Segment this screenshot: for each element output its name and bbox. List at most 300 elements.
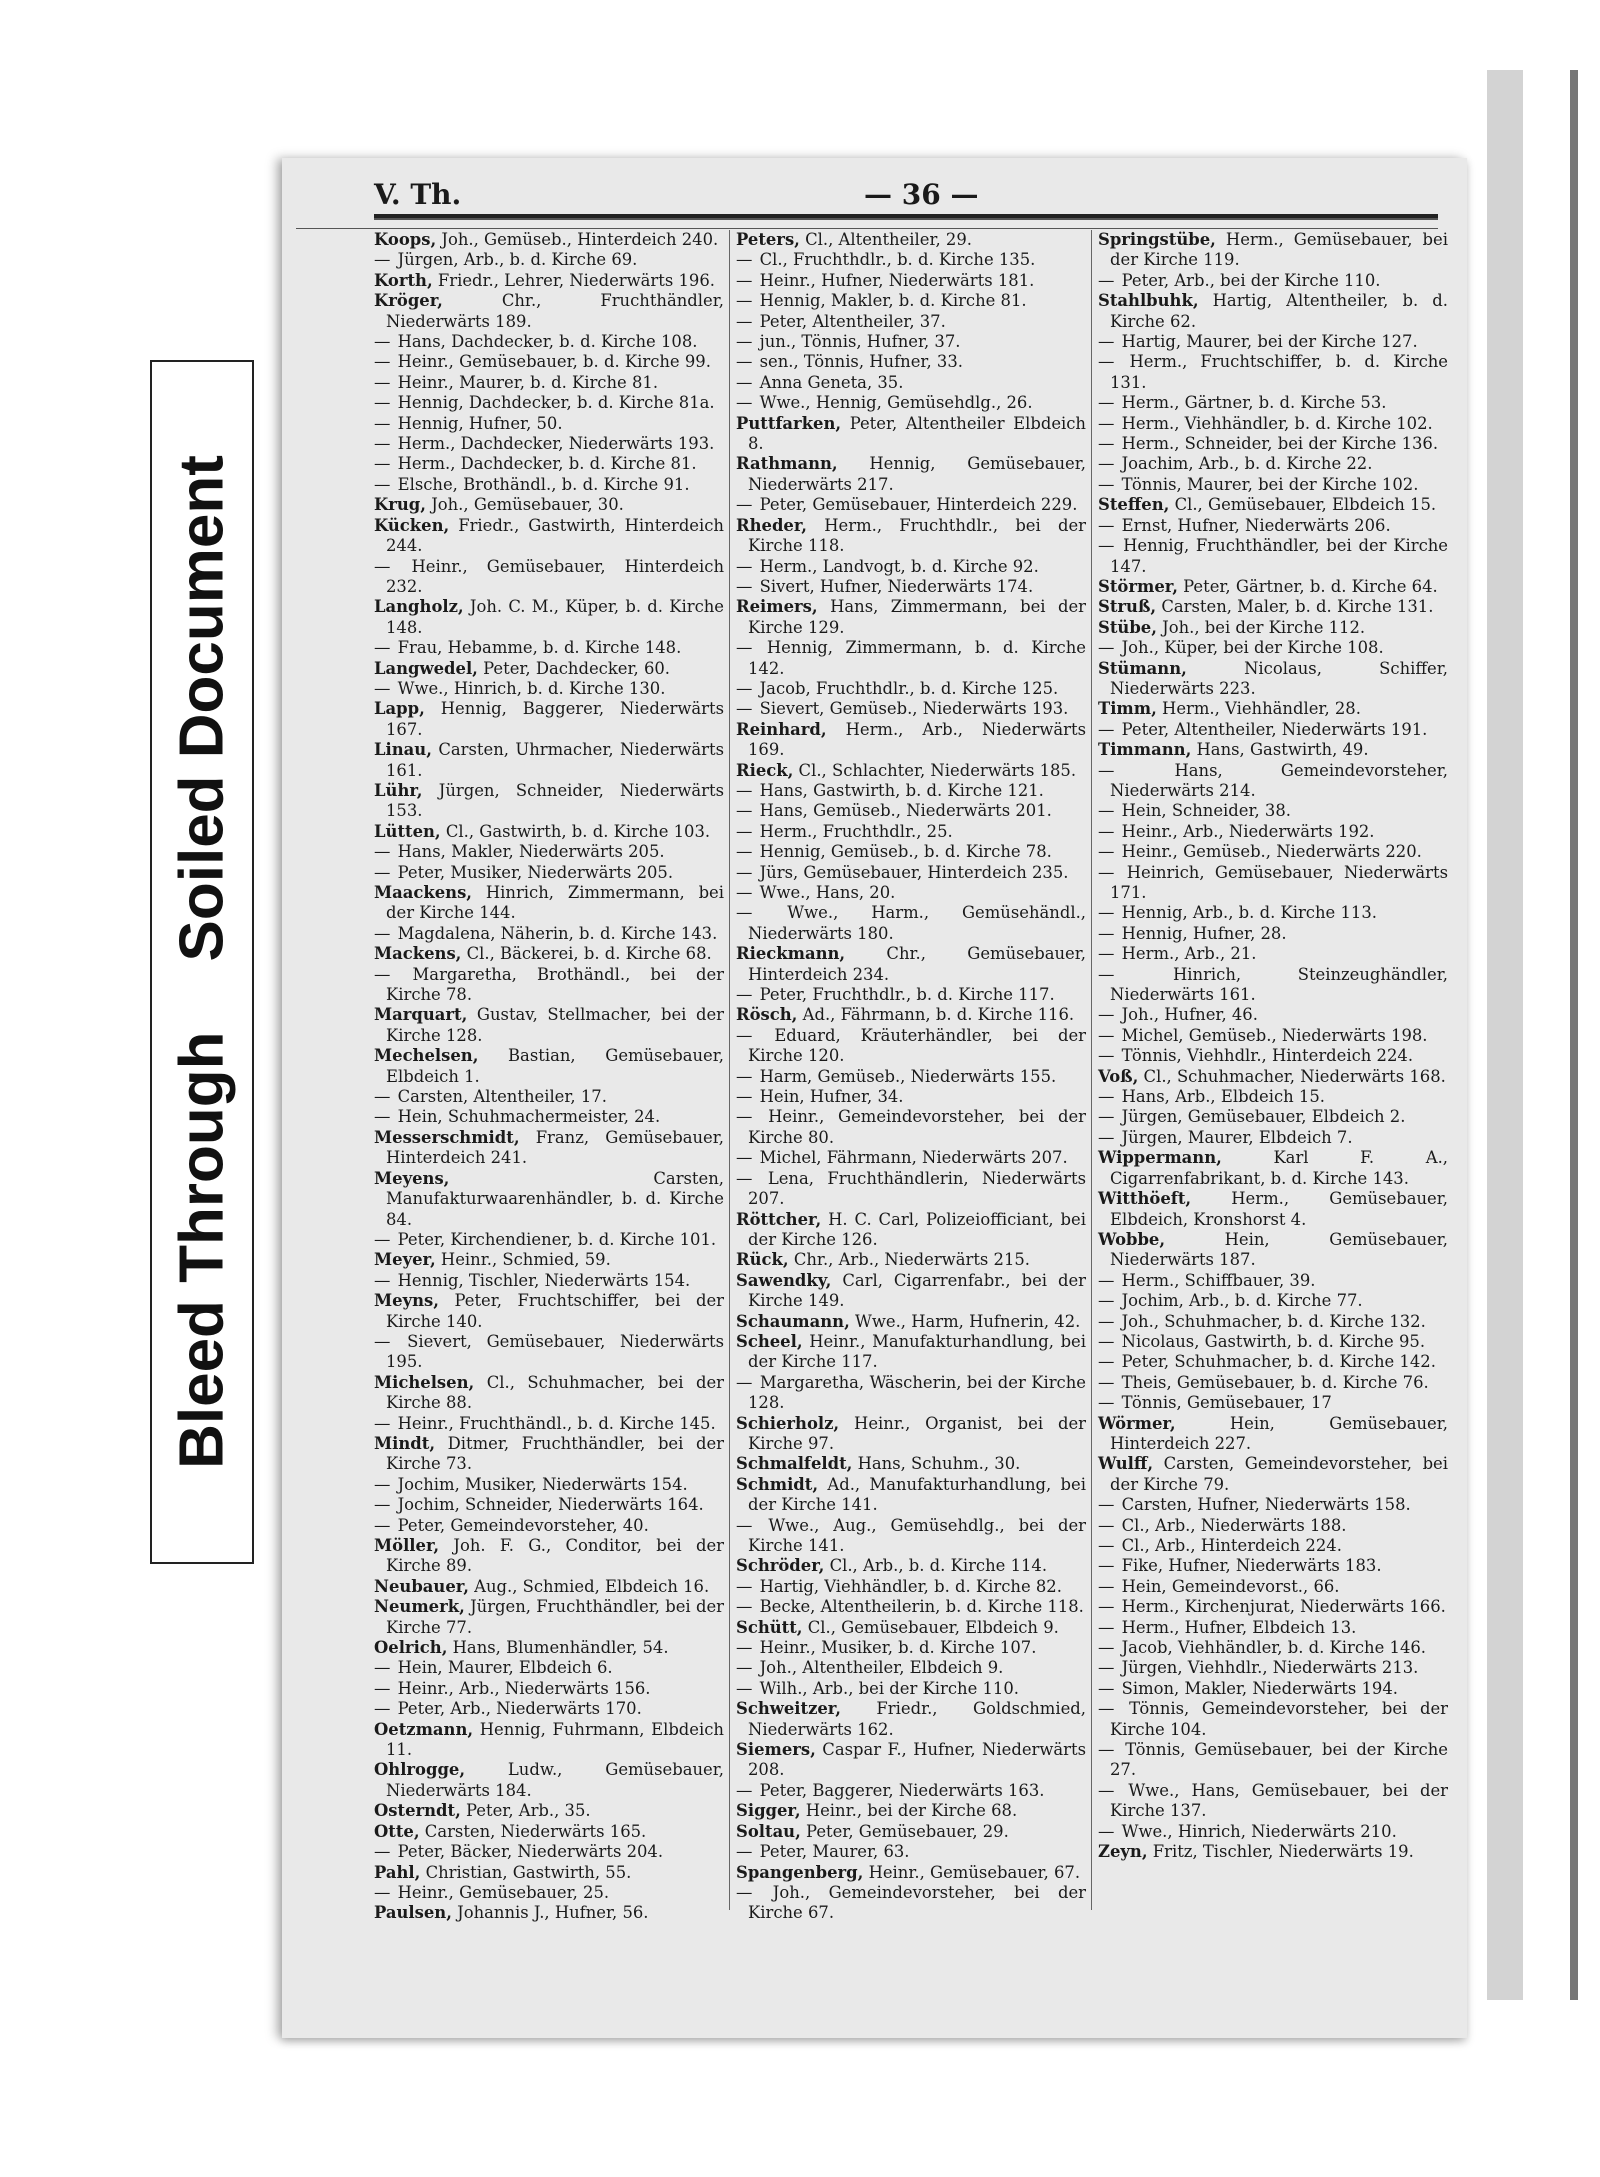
directory-entry [374,516,724,557]
entry-details: Cl., Gemüsebauer, Elbdeich 15. [1174,495,1437,515]
directory-entry [1098,393,1448,413]
entry-dash: — [1098,270,1120,290]
entry-details: Wwe., Hans, 20. [759,883,896,902]
entry-dash: — [1098,1576,1120,1596]
entry-dash: — [736,1066,758,1086]
entry-dash: — [374,1699,396,1719]
entry-details: Hans, Gemeindevorsteher, Niederwärts 214. [1110,760,1448,800]
entry-details: Franz, Gemüsebauer, Hinterdeich 241. [386,1127,724,1168]
entry-details: Christian, Gastwirth, 55. [425,1862,632,1882]
entry-details: Tönnis, Gemüsebauer, 17 [1121,1393,1332,1413]
directory-entry [374,495,724,515]
directory-entry [1098,352,1448,393]
directory-entry [1098,618,1448,638]
entry-surname: Rück, [736,1250,789,1270]
entry-dash: — [374,964,411,984]
directory-entry [736,1699,1086,1740]
entry-surname: Neumerk, [374,1597,465,1617]
entry-details: Aug., Schmied, Elbdeich 16. [474,1576,710,1596]
entry-details: Herm., Kirchenjurat, Niederwärts 166. [1121,1597,1446,1617]
entry-dash: — [736,821,758,841]
entry-details: Carsten, Niederwärts 165. [424,1821,647,1841]
directory-entry [1098,1740,1448,1781]
entry-dash: — [374,1678,396,1698]
entry-dash: — [1098,1311,1120,1331]
entry-details: Herm., Fruchtschiffer, b. d. Kirche 131. [1110,352,1448,392]
entry-dash: — [1098,1740,1124,1760]
entry-details: Herm., Arb., Niederwärts 169. [748,719,1086,760]
entry-dash: — [1098,719,1120,739]
entry-dash: — [1098,923,1120,943]
entry-surname: Wobbe, [1098,1229,1166,1249]
entry-details: Chr., Arb., Niederwärts 215. [793,1250,1031,1270]
entry-details: Hennig, Baggerer, Niederwärts 167. [386,699,724,739]
entry-surname: Möller, [374,1536,440,1555]
entry-dash: — [374,1842,396,1862]
directory-entry [374,1903,724,1923]
entry-surname: Langholz, [374,597,464,617]
directory-entry [1098,1699,1448,1740]
entry-details: sen., Tönnis, Hufner, 33. [759,352,963,372]
entry-surname: Osterndt, [374,1801,461,1821]
entry-surname: Wippermann, [1098,1148,1222,1168]
entry-surname: Otte, [374,1821,420,1841]
directory-entry [736,1312,1086,1332]
directory-entry [1098,434,1448,454]
directory-entry [1098,1271,1448,1291]
entry-details: Carsten, Hufner, Niederwärts 158. [1121,1495,1411,1515]
directory-entry [1098,1230,1448,1271]
entry-details: Wwe., Aug., Gemüsehdlg., bei der Kirche 141. [748,1515,1087,1555]
directory-entry [374,1658,724,1678]
entry-details: Herm., Dachdecker, Niederwärts 193. [397,434,715,454]
directory-entry [1098,414,1448,434]
entry-details: Herm., Schiffbauer, 39. [1121,1270,1316,1290]
page-top-line [296,228,1438,229]
entry-details: Joh., Küper, bei der Kirche 108. [1121,638,1384,658]
directory-entry [1098,1026,1448,1046]
entry-dash: — [374,250,396,270]
entry-details: Hennig, Dachdecker, b. d. Kirche 81a. [397,393,715,413]
entry-dash: — [1098,1536,1120,1555]
directory-entry [1098,1312,1448,1332]
entry-details: Lena, Fruchthändlerin, Niederwärts 207. [748,1168,1086,1209]
entry-details: Ad., Fährmann, b. d. Kirche 116. [802,1005,1075,1025]
entry-surname: Korth, [374,270,433,290]
entry-details: Hein, Schuhmachermeister, 24. [397,1107,661,1127]
entry-details: Hans, Dachdecker, b. d. Kirche 108. [397,332,698,352]
entry-surname: Schröder, [736,1556,825,1576]
entry-dash: — [374,678,396,698]
directory-entry [374,924,724,944]
entry-details: Hans, Zimmermann, bei der Kirche 129. [748,597,1086,637]
entry-details: Hans, Schuhm., 30. [857,1454,1021,1474]
entry-dash: — [736,903,786,923]
entry-details: Herm., Dachdecker, b. d. Kirche 81. [397,454,697,474]
entry-dash: — [736,1168,766,1188]
stamp-soiled-document: Soiled Document [167,455,237,962]
entry-surname: Rieckmann, [736,944,846,964]
directory-entry [374,1414,724,1434]
directory-entry [1098,801,1448,821]
entry-dash: — [374,1515,396,1535]
directory-entry [1098,597,1448,617]
entry-details: Peter, Altentheiler, Niederwärts 191. [1121,719,1428,739]
entry-dash: — [374,1107,396,1127]
entry-details: Hennig, Gemüseb., b. d. Kirche 78. [759,842,1052,862]
entry-dash: — [374,638,396,658]
entry-details: Chr., Fruchthändler, Niederwärts 189. [386,291,724,331]
entry-details: Hennig, Hufner, 28. [1121,923,1287,943]
entry-details: Peter, Arb., Niederwärts 170. [397,1699,642,1719]
entry-dash: — [374,474,396,494]
directory-entry [374,1332,724,1373]
directory-entry [736,557,1086,577]
entry-details: Peter, Altentheiler, 37. [759,311,946,331]
entry-details: Jürgen, Schneider, Niederwärts 153. [386,780,725,821]
entry-dash: — [736,801,758,821]
entry-surname: Witthöeft, [1098,1189,1192,1209]
entry-dash: — [374,1882,396,1902]
entry-surname: Meyer, [374,1250,436,1270]
directory-entry [374,332,724,352]
entry-details: Tönnis, Viehhdlr., Hinterdeich 224. [1121,1046,1414,1066]
entry-dash: — [1098,760,1173,780]
entry-surname: Struß, [1098,597,1157,617]
entry-surname: Schmalfeldt, [736,1454,853,1474]
directory-entry [736,1883,1086,1924]
entry-dash: — [736,1780,758,1800]
entry-details: Hein, Hufner, 34. [759,1087,904,1107]
entry-details: Frau, Hebamme, b. d. Kirche 148. [397,638,682,658]
entry-surname: Soltau, [736,1821,801,1841]
column-1 [374,230,725,1923]
entry-surname: Maackens, [374,883,472,902]
directory-entry [736,1148,1086,1168]
directory-entry [736,1475,1086,1516]
directory-entry [1098,1352,1448,1372]
directory-entry [736,250,1086,270]
entry-details: Joachim, Arb., b. d. Kirche 22. [1121,454,1373,474]
entry-details: Hennig, Fruchthändler, bei der Kirche 147. [1110,536,1449,576]
entry-dash: — [374,1413,396,1433]
directory-entry [736,1332,1086,1373]
entry-details: Hartig, Viehhändler, b. d. Kirche 82. [759,1576,1062,1596]
entry-dash: — [374,1331,406,1351]
entry-dash: — [736,372,758,392]
stamp-text [167,455,238,1469]
entry-details: Herm., Fruchthdlr., 25. [759,821,953,841]
directory-entry [1098,638,1448,658]
entry-details: Herm., Viehhändler, 28. [1162,699,1361,719]
directory-entry [736,699,1086,719]
entry-dash: — [736,883,758,902]
entry-dash: — [1098,964,1171,984]
entry-details: Peter, Schuhmacher, b. d. Kirche 142. [1121,1352,1436,1372]
directory-entry [374,352,724,372]
entry-surname: Stümann, [1098,658,1187,678]
page-header [374,174,1434,214]
entry-dash: — [736,1597,758,1617]
entry-surname: Oelrich, [374,1638,448,1658]
entry-details: Cl., Gastwirth, b. d. Kirche 103. [445,821,711,841]
directory-entry [374,1720,724,1761]
entry-details: Peter, Gemüsebauer, 29. [806,1821,1009,1841]
entry-surname: Rathmann, [736,454,838,474]
entry-details: Peter, Gärtner, b. d. Kirche 64. [1183,576,1438,596]
entry-surname: Rösch, [736,1005,798,1025]
directory-entry [374,883,724,924]
entry-details: Wwe., Harm., Gemüsehändl., Niederwärts 180. [748,903,1086,943]
entry-dash: — [1098,862,1125,882]
entry-surname: Pahl, [374,1862,421,1882]
entry-details: Peter, Bäcker, Niederwärts 204. [397,1842,664,1862]
entry-details: Chr., Gemüsebauer, Hinterdeich 234. [748,944,1086,984]
entry-details: Tönnis, Maurer, bei der Kirche 102. [1121,474,1419,494]
entry-details: Jürs, Gemüsebauer, Hinterdeich 235. [759,862,1069,882]
entry-surname: Springstübe, [1098,230,1216,249]
directory-entry [736,1516,1086,1557]
directory-entry [374,250,724,270]
entry-details: Sievert, Gemüsebauer, Niederwärts 195. [386,1331,724,1372]
entry-surname: Neubauer, [374,1576,469,1596]
entry-details: Peter, Arb., 35. [466,1801,591,1821]
directory-entry [1098,1454,1448,1495]
entry-dash: — [736,1087,758,1107]
directory-entry [736,1822,1086,1842]
entry-details: Hennig, Gemüsebauer, Niederwärts 217. [748,454,1086,494]
entry-details: Cl., Arb., b. d. Kirche 114. [829,1556,1048,1576]
directory-entry [736,1087,1086,1107]
directory-entry [736,1414,1086,1455]
entry-details: Hans, Gemüseb., Niederwärts 201. [759,801,1052,821]
entry-dash: — [1098,1087,1120,1107]
entry-surname: Sawendky, [736,1270,832,1290]
directory-entry [736,516,1086,557]
directory-entry [1098,822,1448,842]
entry-details: Harm, Gemüseb., Niederwärts 155. [759,1066,1057,1086]
entry-details: Fritz, Tischler, Niederwärts 19. [1152,1842,1414,1862]
entry-dash: — [1098,842,1120,862]
entry-dash: — [374,862,396,882]
entry-dash: — [736,985,758,1005]
entry-details: Peter, Arb., bei der Kirche 110. [1121,270,1381,290]
entry-dash: — [374,1270,396,1290]
entry-details: Peter, Gemüsebauer, Hinterdeich 229. [759,495,1078,515]
entry-details: Gustav, Stellmacher, bei der Kirche 128. [386,1005,724,1045]
entry-details: Carsten, Altentheiler, 17. [397,1087,607,1107]
directory-entry [1098,863,1448,904]
entry-dash: — [1098,1025,1120,1045]
column-3 [1098,230,1448,1910]
stamp-bleed-through: Bleed Through [167,1031,237,1469]
entry-details: Jürgen, Maurer, Elbdeich 7. [1121,1127,1353,1147]
entry-details: Joh., bei der Kirche 112. [1162,617,1366,637]
entry-surname: Mechelsen, [374,1046,479,1066]
directory-entry [374,1046,724,1087]
entry-details: Herm., Landvogt, b. d. Kirche 92. [759,556,1039,576]
entry-dash: — [374,1495,396,1515]
entry-dash: — [1098,821,1120,841]
entry-details: Jochim, Arb., b. d. Kirche 77. [1121,1291,1363,1311]
directory-entry [736,1781,1086,1801]
entry-details: Elsche, Brothändl., b. d. Kirche 91. [397,474,690,494]
directory-entry [736,1210,1086,1251]
entry-dash: — [1098,454,1120,474]
entry-dash: — [1098,1638,1120,1658]
directory-entry [374,965,724,1006]
directory-entry [1098,332,1448,352]
directory-entry [374,822,724,842]
directory-entry [1098,495,1448,515]
directory-entry [1098,1067,1448,1087]
entry-dash: — [1098,1005,1120,1025]
directory-entry [374,414,724,434]
directory-entry [736,1863,1086,1883]
entry-details: Hein, Gemüsebauer, Hinterdeich 227. [1110,1413,1448,1453]
entry-details: Peter, Baggerer, Niederwärts 163. [759,1780,1045,1800]
directory-entry [736,1067,1086,1087]
entry-surname: Röttcher, [736,1209,822,1229]
entry-details: Joh., Gemüseb., Hinterdeich 240. [441,230,719,249]
directory-entry [374,944,724,964]
directory-entry [1098,1189,1448,1230]
directory-entry [1098,536,1448,577]
entry-details: Joh., Gemüsebauer, 30. [431,495,624,515]
entry-dash: — [736,311,758,331]
entry-dash: — [1098,903,1120,923]
entry-details: Heinr., Maurer, b. d. Kirche 81. [397,372,659,392]
entry-dash: — [736,1372,758,1392]
entry-surname: Zeyn, [1098,1842,1148,1862]
entry-details: Hinrich, Zimmermann, bei der Kirche 144. [386,883,724,923]
directory-entry [736,393,1086,413]
entry-details: Cl., Schuhmacher, bei der Kirche 88. [386,1372,724,1413]
entry-surname: Michelsen, [374,1372,475,1392]
directory-entry [374,1128,724,1169]
entry-dash: — [1098,434,1120,454]
directory-entry [374,1822,724,1842]
entry-details: Herm., Schneider, bei der Kirche 136. [1121,434,1439,454]
entry-dash: — [1098,1107,1120,1127]
entry-details: Magdalena, Näherin, b. d. Kirche 143. [397,923,718,943]
entry-dash: — [736,1638,758,1658]
directory-entry [736,1597,1086,1617]
directory-entry [736,332,1086,352]
entry-dash: — [736,1515,767,1535]
entry-details: Peter, Fruchtschiffer, bei der Kirche 140. [386,1291,724,1331]
directory-entry [1098,1516,1448,1536]
entry-details: Joh., Altentheiler, Elbdeich 9. [759,1658,1004,1678]
entry-surname: Störmer, [1098,576,1178,596]
entry-surname: Ohlrogge, [374,1760,466,1780]
directory-entry [374,659,724,679]
directory-entry [374,1475,724,1495]
directory-entry [374,1638,724,1658]
entry-details: Jürgen, Gemüsebauer, Elbdeich 2. [1121,1107,1406,1127]
directory-entry [736,1842,1086,1862]
directory-entry [736,944,1086,985]
entry-dash: — [374,352,396,372]
entry-details: Cl., Gemüsebauer, Elbdeich 9. [807,1617,1059,1637]
directory-entry [1098,842,1448,862]
entry-surname: Meyens, [374,1168,450,1188]
directory-entry [374,1760,724,1801]
directory-entry [1098,1638,1448,1658]
directory-entry [1098,1393,1448,1413]
entry-details: Hans, Blumenhändler, 54. [452,1638,669,1658]
entry-surname: Wulff, [1098,1454,1154,1474]
entry-dash: — [1098,1270,1120,1290]
entry-details: Heinr., Gemüseb., Niederwärts 220. [1121,842,1422,862]
entry-dash: — [1098,515,1120,535]
entry-surname: Puttfarken, [736,413,842,433]
entry-dash: — [736,291,758,311]
entry-dash: — [736,1576,758,1596]
entry-details: Simon, Makler, Niederwärts 194. [1121,1678,1399,1698]
entry-details: Jochim, Schneider, Niederwärts 164. [397,1495,704,1515]
entry-details: Heinr., Musiker, b. d. Kirche 107. [759,1638,1037,1658]
entry-details: Wwe., Hinrich, b. d. Kirche 130. [397,678,666,698]
directory-entry [1098,475,1448,495]
entry-details: Peter, Gemeindevorsteher, 40. [397,1515,649,1535]
directory-entry [736,842,1086,862]
entry-dash: — [1098,1372,1120,1392]
entry-details: Hennig, Arb., b. d. Kirche 113. [1121,903,1377,923]
entry-dash: — [374,923,396,943]
directory-entry [374,1005,724,1046]
entry-details: Heinr., Arb., Niederwärts 156. [397,1678,651,1698]
entry-details: Heinr., Gemüsebauer, b. d. Kirche 99. [397,352,711,372]
entry-surname: Koops, [374,230,437,249]
entry-dash: — [1098,1617,1120,1637]
directory-entry [374,373,724,393]
entry-details: Carl, Cigarrenfabr., bei der Kirche 149. [748,1270,1086,1311]
entry-surname: Schweitzer, [736,1699,841,1719]
entry-dash: — [1098,1291,1120,1311]
entry-dash: — [374,372,396,392]
directory-entry [1098,1291,1448,1311]
entry-dash: — [736,495,758,515]
directory-entry [374,1597,724,1638]
entry-details: Herm., Fruchthdlr., bei der Kirche 118. [748,515,1086,556]
directory-entry [736,577,1086,597]
entry-dash: — [1098,1699,1128,1719]
entry-details: Jacob, Fruchthdlr., b. d. Kirche 125. [759,678,1059,698]
entry-details: Friedr., Goldschmied, Niederwärts 162. [748,1699,1086,1739]
directory-entry [736,1577,1086,1597]
entry-dash: — [374,1474,396,1494]
entry-details: Heinr., Fruchthändl., b. d. Kirche 145. [397,1413,716,1433]
directory-entry [374,475,724,495]
directory-entry [374,434,724,454]
entry-details: Margaretha, Brothändl., bei der Kirche 78. [386,964,725,1005]
entry-dash: — [1098,1821,1120,1841]
entry-dash: — [736,1678,758,1698]
directory-entry [1098,1842,1448,1862]
entry-details: Sievert, Gemüseb., Niederwärts 193. [759,699,1069,719]
entry-details: Ernst, Hufner, Niederwärts 206. [1121,515,1391,535]
entry-dash: — [1098,1515,1120,1535]
directory-entry [736,495,1086,515]
entry-details: Caspar F., Hufner, Niederwärts 208. [748,1740,1086,1780]
directory-entry [1098,577,1448,597]
entry-surname: Linau, [374,740,432,760]
entry-details: Joh., Gemeindevorsteher, bei der Kirche 67. [748,1882,1086,1923]
entry-dash: — [736,780,758,800]
directory-entry [374,1271,724,1291]
directory-entry [1098,1679,1448,1699]
